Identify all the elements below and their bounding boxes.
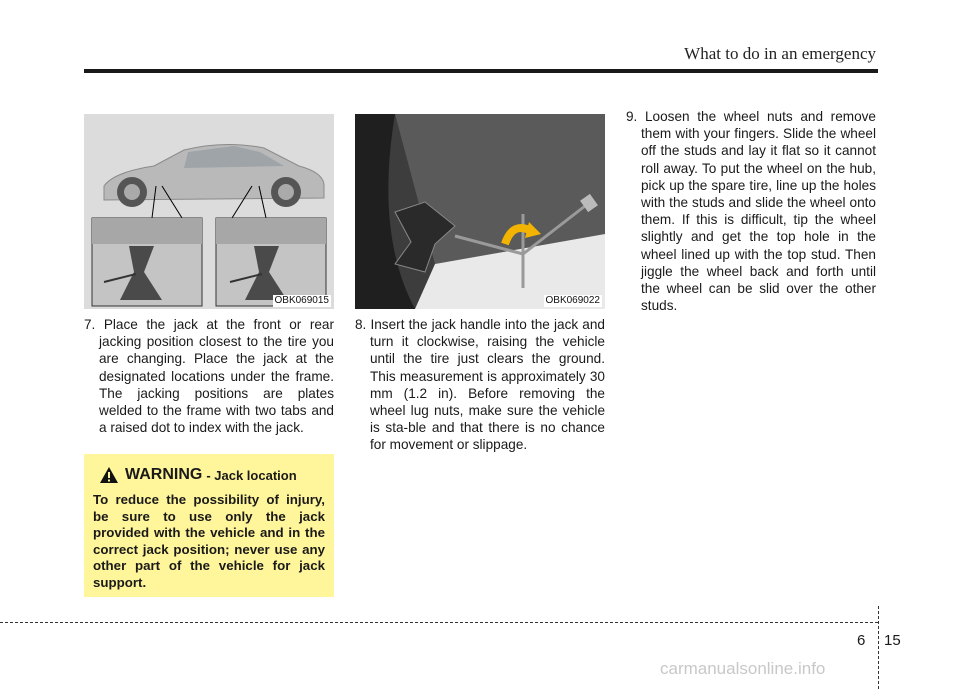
chapter-number: 6	[857, 632, 866, 649]
step-9-text: 9. Loosen the wheel nuts and remove them with your fingers. Slide the wheel off the studs and lay it flat so it cannot roll away. To put the wheel on the hub, pick up the spare tire, line up the holes with the studs and slide the wheel onto them. If this is difficult, tip the wheel slightly and get the top hole in the wheel lined up with the top stud. Then jiggle the wheel back and forth until the wheel can be slid over the other studs.	[626, 109, 876, 314]
warning-box	[84, 454, 334, 597]
footer-rule	[0, 622, 878, 623]
figure-code-left: OBK069015	[274, 295, 329, 306]
step-8-text: 8. Insert the jack handle into the jack and turn it clockwise, raising the vehicle until the tire just clears the ground. This measurement is approximately 30 mm (1.2 in). Before removing the wheel lug nuts, make sure the vehicle is sta-ble and that there is no chance for movement or slippage.	[355, 317, 605, 453]
warning-title: WARNING	[125, 466, 203, 483]
warning-subtitle: - Jack location	[206, 467, 297, 483]
warning-text: To reduce the possibility of injury, be sure to use only the jack provided with the vehicle and in the correct jack position; never use any other part of the vehicle for jack support.	[93, 492, 325, 590]
figure-code-mid: OBK069022	[545, 295, 600, 306]
figure-jack-handle	[355, 114, 605, 309]
step-7-text: 7. Place the jack at the front or rear jacking position closest to the tire you are changing. Place the jack at the designated locations under the frame. The jacking positions are plates welded to the frame with two tabs and a raised dot to index with the jack.	[84, 317, 334, 436]
page-divider	[878, 606, 879, 689]
car-jacking-illustration	[84, 114, 334, 309]
warning-header	[99, 466, 325, 484]
page-number: 15	[884, 632, 901, 649]
section-title: What to do in an emergency	[684, 44, 876, 63]
warning-triangle-icon	[99, 466, 119, 484]
jack-handle-illustration	[355, 114, 605, 309]
watermark-text: carmanualsonline.info	[660, 659, 826, 678]
header-rule	[84, 69, 878, 73]
figure-jacking-points	[84, 114, 334, 309]
